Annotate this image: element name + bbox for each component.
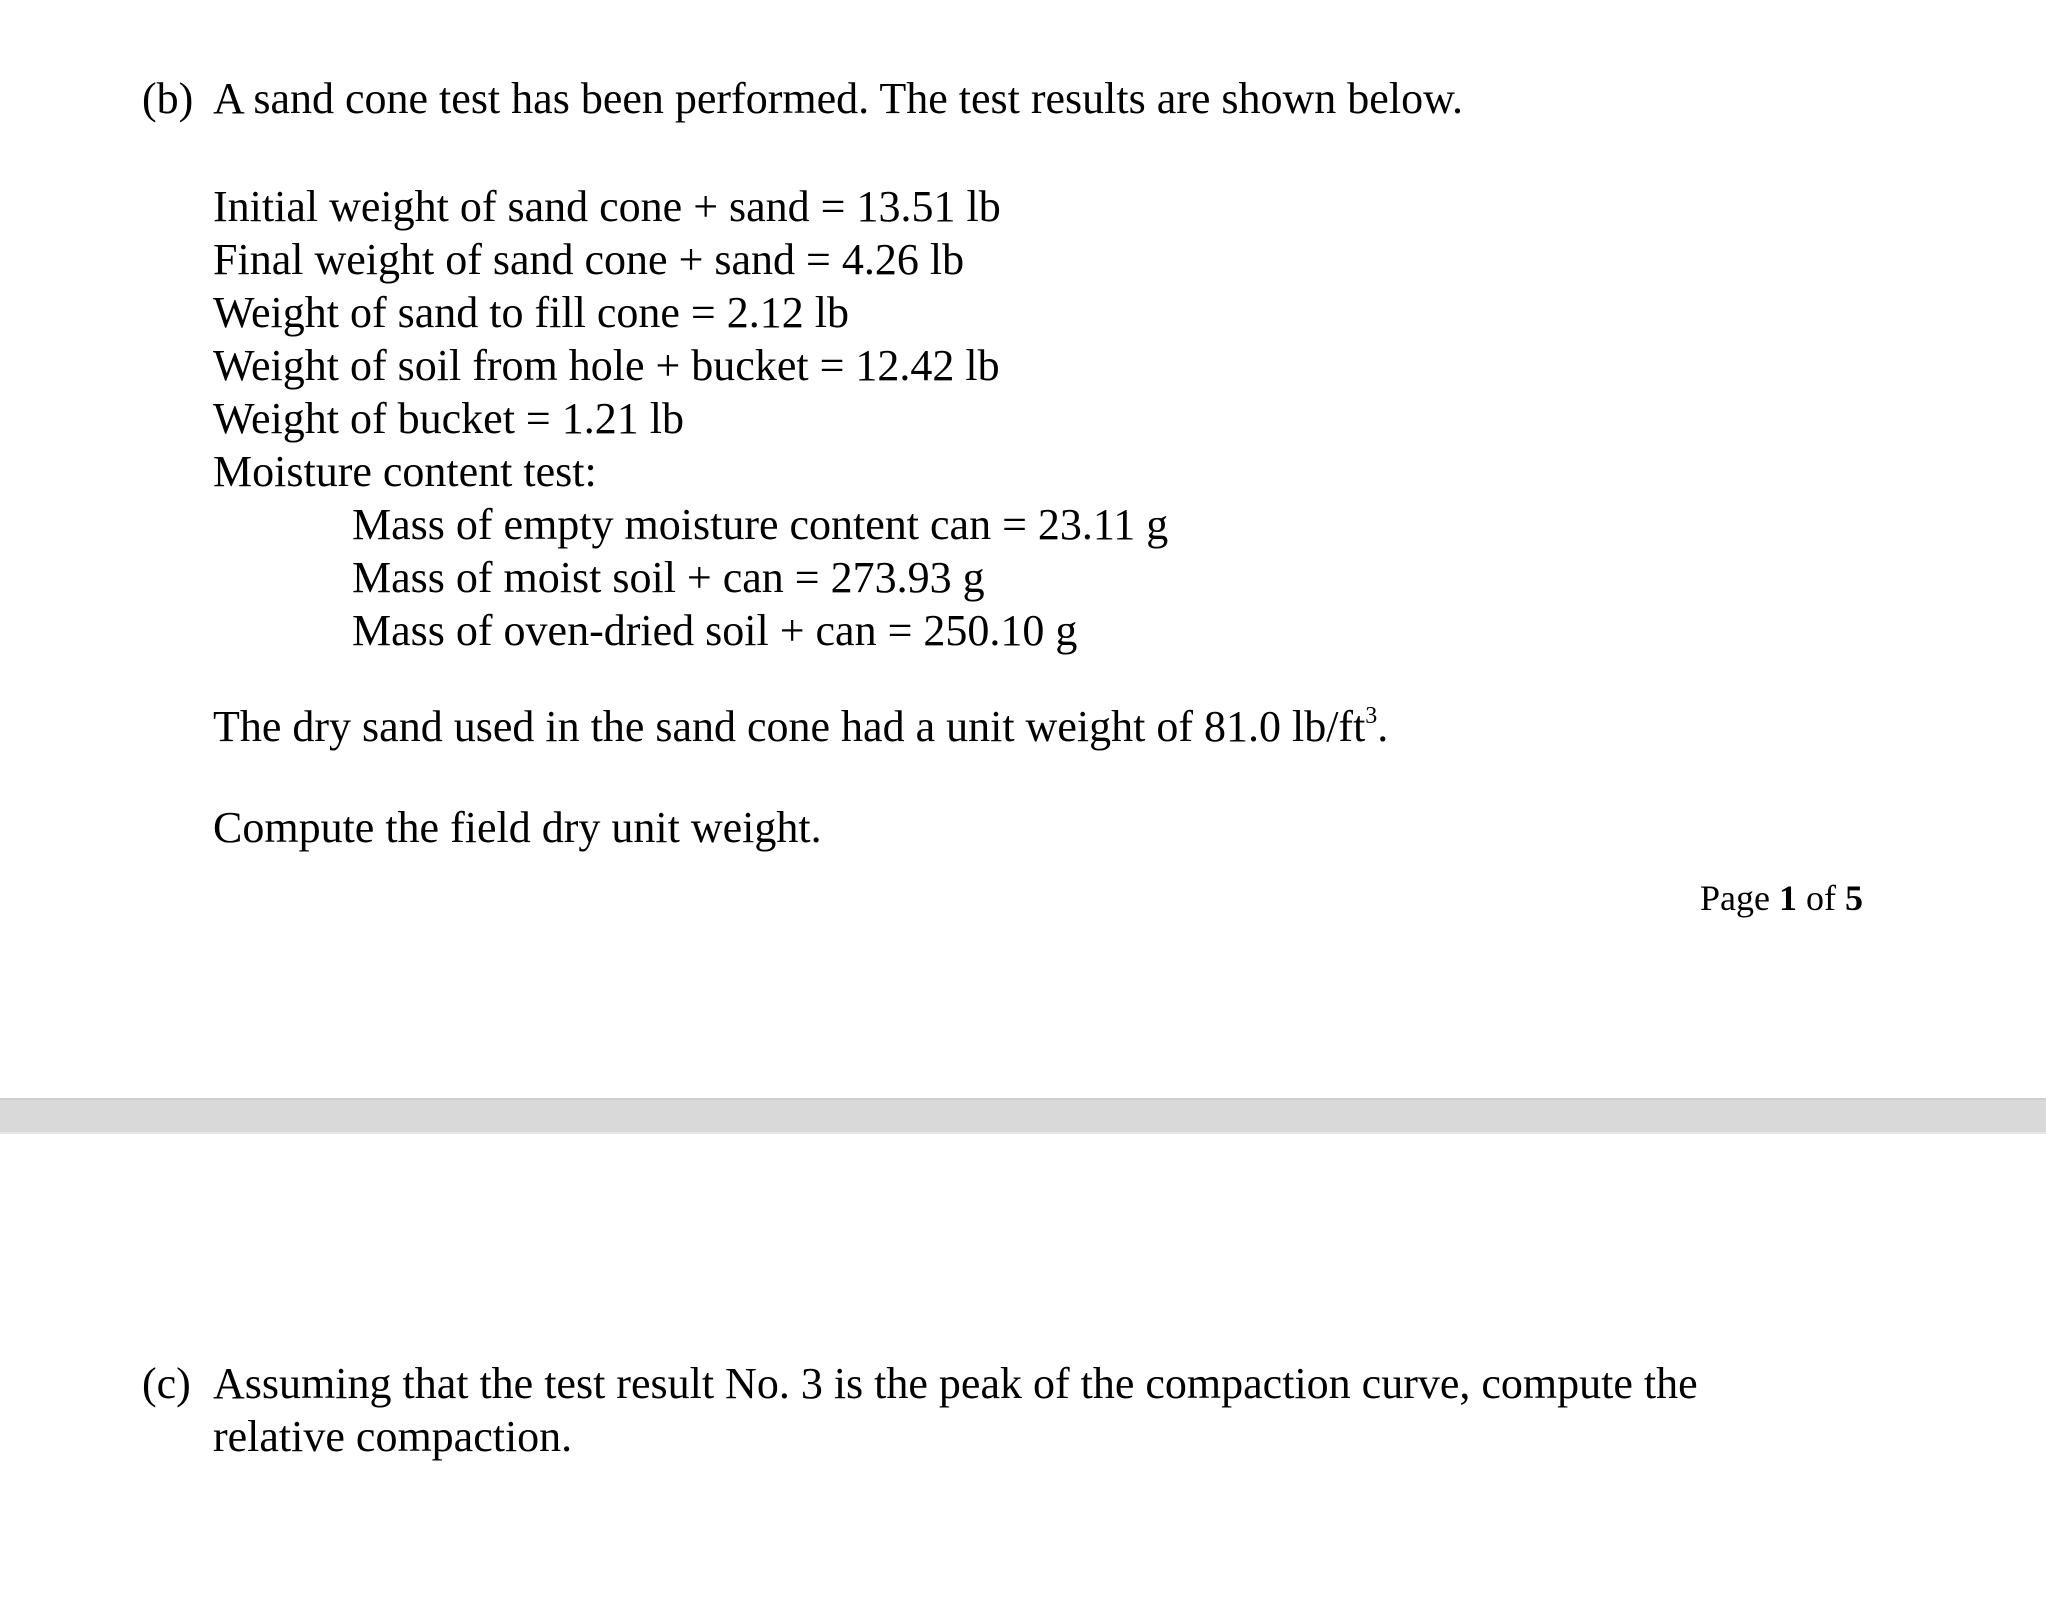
- result-line: Initial weight of sand cone + sand = 13.51 lb: [213, 182, 1001, 231]
- part-c-marker: (c): [142, 1359, 191, 1408]
- moisture-line: Mass of oven-dried soil + can = 250.10 g: [352, 606, 1078, 655]
- result-line: Final weight of sand cone + sand = 4.26 lb: [213, 235, 965, 284]
- unit-weight-text: The dry sand used in the sand cone had a unit weight of 81.0 lb/ft: [213, 702, 1366, 751]
- moisture-line: Mass of moist soil + can = 273.93 g: [352, 553, 985, 602]
- part-b-question: Compute the field dry unit weight.: [213, 803, 822, 852]
- sand-unit-weight-statement: [213, 702, 1389, 751]
- part-b-intro: A sand cone test has been performed. The test results are shown below.: [213, 74, 1463, 123]
- unit-weight-end: .: [1377, 702, 1389, 751]
- result-line: Weight of sand to fill cone = 2.12 lb: [213, 288, 849, 337]
- part-b-marker: (b): [142, 74, 194, 123]
- page-number: [1700, 880, 1863, 916]
- result-line: Weight of soil from hole + bucket = 12.42 lb: [213, 341, 1000, 390]
- page-separator: [0, 1098, 2046, 1134]
- result-line: Weight of bucket = 1.21 lb: [213, 394, 684, 443]
- moisture-line: Mass of empty moisture content can = 23.11 g: [352, 500, 1169, 549]
- page-middle: of: [1796, 878, 1845, 918]
- moisture-heading: Moisture content test:: [213, 447, 597, 496]
- unit-weight-exponent: 3: [1365, 703, 1378, 729]
- part-c-line-2: relative compaction.: [213, 1412, 573, 1461]
- part-c-line-1: Assuming that the test result No. 3 is the peak of the compaction curve, compute the: [213, 1359, 1698, 1408]
- page-prefix: Page: [1700, 878, 1779, 918]
- page-total: 5: [1844, 878, 1863, 918]
- document-page-2: [0, 1134, 2046, 1608]
- page-current: 1: [1778, 878, 1797, 918]
